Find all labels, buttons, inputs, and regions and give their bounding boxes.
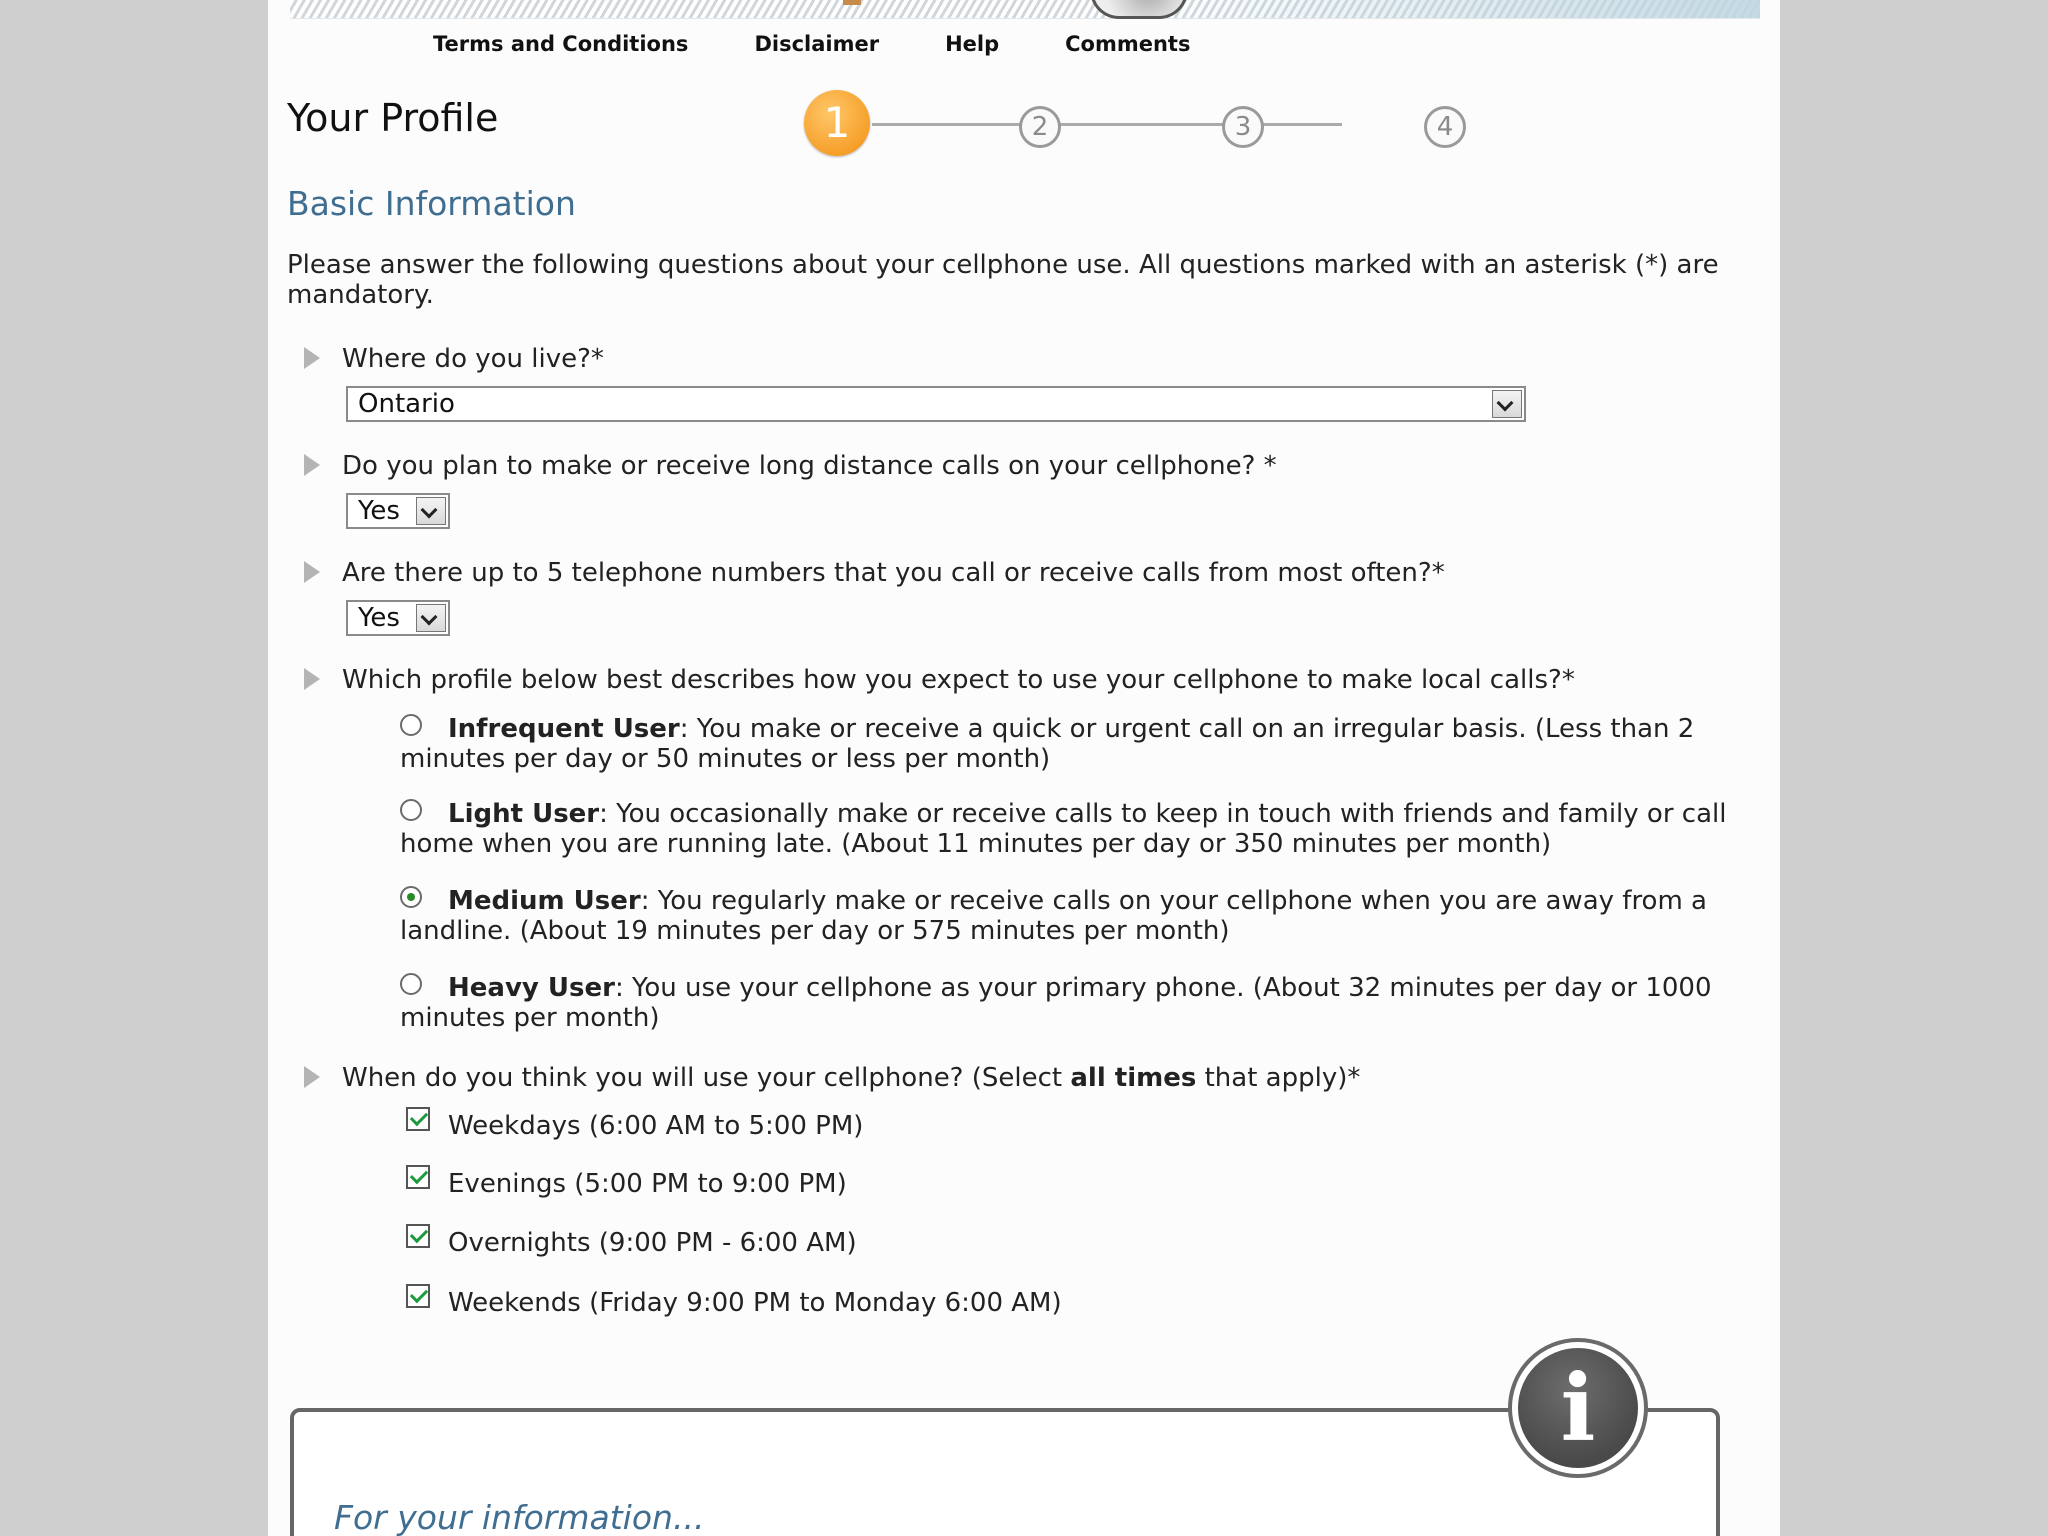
- chevron-down-icon[interactable]: [416, 604, 446, 632]
- question-label: Which profile below best describes how you expect to use your cellphone to make local calls?*: [342, 665, 1575, 695]
- step-progress: [287, 90, 1454, 170]
- bullet-arrow-icon: [304, 1066, 320, 1088]
- banner-tab-accent: [843, 0, 861, 5]
- checkbox-evenings[interactable]: [406, 1169, 847, 1199]
- step-connector-line: [872, 123, 1342, 126]
- info-icon-glyph: i: [1518, 1348, 1638, 1468]
- info-heading: For your information...: [334, 1498, 705, 1536]
- checkbox-label: Weekends (Friday 9:00 PM to Monday 6:00 AM): [448, 1288, 1062, 1318]
- banner-gradient: [1160, 0, 1760, 18]
- question-location: [304, 344, 604, 374]
- main-page: [268, 0, 1780, 1536]
- info-icon: [1508, 1338, 1648, 1478]
- province-select-value: Ontario: [358, 389, 455, 419]
- question-usage-profile: [304, 665, 1575, 695]
- long-distance-select-value: Yes: [358, 496, 400, 526]
- bullet-arrow-icon: [304, 668, 320, 690]
- radio-option-light[interactable]: [400, 799, 1770, 859]
- bullet-arrow-icon: [304, 347, 320, 369]
- chevron-down-icon[interactable]: [1492, 390, 1522, 418]
- province-select[interactable]: [346, 386, 1526, 422]
- radio-button[interactable]: [400, 714, 422, 736]
- checkbox-weekdays[interactable]: [406, 1111, 863, 1141]
- nav-terms-link[interactable]: Terms and Conditions: [433, 32, 689, 56]
- bullet-arrow-icon: [304, 561, 320, 583]
- page-title: Your Profile: [287, 96, 499, 140]
- top-nav: [433, 32, 1190, 60]
- checkbox-checked[interactable]: [406, 1224, 430, 1248]
- option-description: : You make or receive a quick or urgent call on an irregular basis. (Less than 2 minutes per day or 50 minutes or less per month): [400, 714, 1695, 774]
- step-2-indicator: 2: [1019, 106, 1061, 148]
- question-label: When do you think you will use your cellphone? (Select all times that apply)*: [342, 1063, 1361, 1093]
- checkbox-label: Evenings (5:00 PM to 9:00 PM): [448, 1169, 847, 1199]
- step-4-indicator: 4: [1424, 106, 1466, 148]
- section-title: Basic Information: [287, 184, 576, 223]
- checkbox-checked[interactable]: [406, 1284, 430, 1308]
- option-name: Infrequent User: [448, 714, 680, 744]
- chevron-down-icon[interactable]: [416, 497, 446, 525]
- radio-option-medium[interactable]: [400, 886, 1770, 946]
- step-3-indicator: 3: [1222, 106, 1264, 148]
- option-name: Light User: [448, 799, 600, 829]
- option-description: : You use your cellphone as your primary phone. (About 32 minutes per day or 1000 minutes per month): [400, 973, 1712, 1033]
- checkbox-checked[interactable]: [406, 1107, 430, 1131]
- radio-button[interactable]: [400, 973, 422, 995]
- question-frequent-numbers: [304, 558, 1445, 588]
- checkbox-label: Weekdays (6:00 AM to 5:00 PM): [448, 1111, 864, 1141]
- step-1-indicator: 1: [804, 90, 870, 156]
- radio-option-infrequent[interactable]: [400, 714, 1770, 774]
- question-usage-times: [304, 1063, 1360, 1093]
- radio-button-selected[interactable]: [400, 886, 422, 908]
- checkbox-checked[interactable]: [406, 1165, 430, 1189]
- radio-button[interactable]: [400, 799, 422, 821]
- question-long-distance: [304, 451, 1277, 481]
- info-panel: [290, 1408, 1720, 1536]
- nav-disclaimer-link[interactable]: Disclaimer: [754, 32, 880, 56]
- frequent-numbers-select[interactable]: [346, 600, 450, 636]
- nav-help-link[interactable]: Help: [945, 32, 1000, 56]
- question-label: Where do you live?*: [342, 344, 604, 374]
- bullet-arrow-icon: [304, 454, 320, 476]
- frequent-numbers-select-value: Yes: [358, 603, 400, 633]
- header-banner: [290, 0, 1760, 19]
- checkbox-label: Overnights (9:00 PM - 6:00 AM): [448, 1228, 857, 1258]
- option-name: Medium User: [448, 886, 641, 916]
- question-label: Do you plan to make or receive long distance calls on your cellphone? *: [342, 451, 1277, 481]
- option-name: Heavy User: [448, 973, 615, 1003]
- nav-comments-link[interactable]: Comments: [1065, 32, 1191, 56]
- intro-text: Please answer the following questions about your cellphone use. All questions marked with an asterisk (*) are mandatory.: [287, 250, 1719, 310]
- option-description: : You regularly make or receive calls on your cellphone when you are away from a landline. (About 19 minutes per day or 575 minutes per month): [400, 886, 1707, 946]
- long-distance-select[interactable]: [346, 493, 450, 529]
- option-description: : You occasionally make or receive calls to keep in touch with friends and family or call home when you are running late. (About 11 minutes per day or 350 minutes per month): [400, 799, 1727, 859]
- checkbox-weekends[interactable]: [406, 1288, 1062, 1318]
- question-label: Are there up to 5 telephone numbers that you call or receive calls from most often?*: [342, 558, 1445, 588]
- radio-option-heavy[interactable]: [400, 973, 1770, 1033]
- checkbox-overnights[interactable]: [406, 1228, 857, 1258]
